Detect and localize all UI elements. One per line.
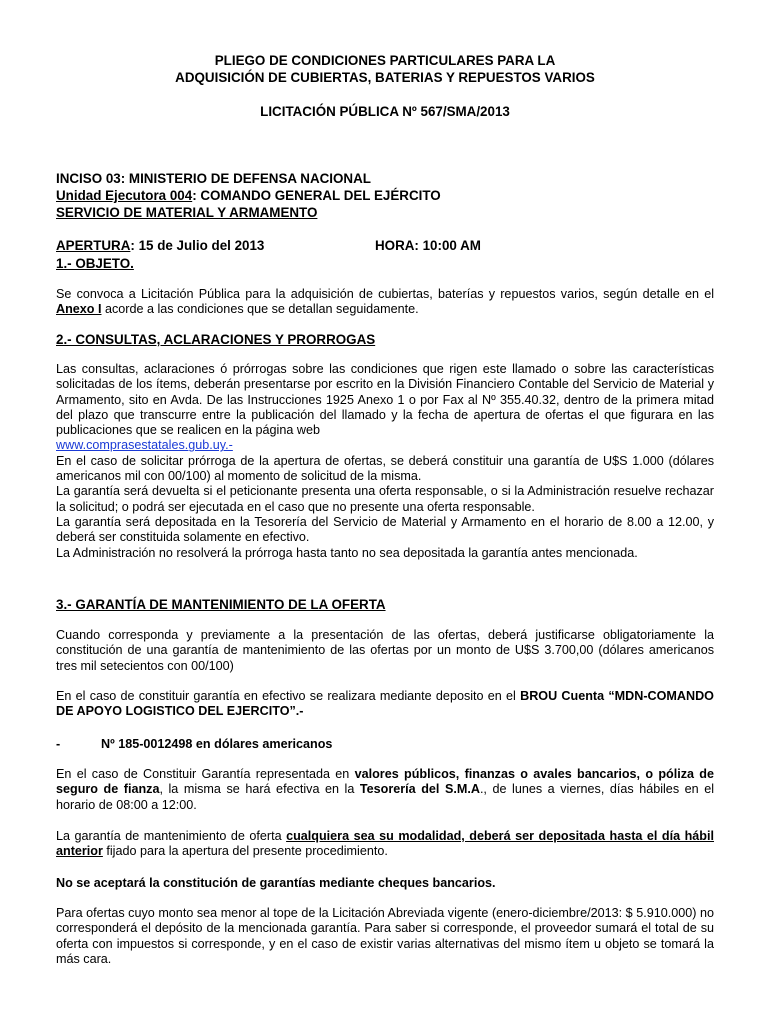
section-1-heading: 1.- OBJETO. [56, 256, 134, 271]
unidad-line [56, 187, 714, 204]
title-line-2: ADQUISICIÓN DE CUBIERTAS, BATERIAS Y REPUESTOS VARIOS [175, 70, 595, 85]
unidad-value: : COMANDO GENERAL DEL EJÉRCITO [192, 188, 441, 203]
account-number-item [56, 736, 714, 753]
servicio-line [56, 204, 714, 221]
bullet-dash: - [56, 737, 61, 751]
inciso-line: INCISO 03: MINISTERIO DE DEFENSA NACIONAL [56, 171, 371, 186]
section-3-paragraph-4: La garantía de mantenimiento de oferta cualquiera sea su modalidad, deberá ser depositada hasta el día hábil anterior fijado para la apertura del presente procedimiento. [56, 829, 715, 859]
compras-estatales-link[interactable]: www.comprasestatales.gub.uy.- [56, 438, 233, 453]
section-3-paragraph-6: Para ofertas cuyo monto sea menor al tope de la Licitación Abreviada vigente (enero-diciembre/2013: $ 5.910.000) no corresponderá el depósito de la mencionada garantía. Para saber si corresponde, el proveedor sumará el total de su oferta con impuestos si corresponde, y en el caso de existir varias alternativas del mismo ítem u objeto se tomará la más cara. [56, 906, 714, 966]
section-2-paragraph-4: La garantía será depositada en la Tesorería del Servicio de Material y Armamento en el horario de 8.00 a 12.00, y deberá ser constituida solamente en efectivo. [56, 514, 714, 545]
section-2-paragraph-1: Las consultas, aclaraciones ó prórrogas sobre las condiciones que rigen este llamado o sobre las características solicitadas de los ítems, deberán presentarse por escrito en la División Financiero Contable del Servicio de Material y Armamento, sito en Avda. De las Instrucciones 1925 Anexo 1 o por Fax al Nº 355.40.32, dentro de la primera mitad del plazo que transcurre entre la publicación del llamado y la fecha de apertura de ofertas el que figurara en las publicaciones que se realicen en la página web [56, 362, 714, 438]
section-3-paragraph-3: En el caso de Constituir Garantía representada en valores públicos, finanzas o avales bancarios, o póliza de seguro de fianza, la misma se hará efectiva en la Tesorería del S.M.A., de lunes a viernes, días hábiles en el horario de 08:00 a 12:00. [56, 767, 715, 812]
apertura-label: APERTURA [56, 238, 131, 253]
section-2-heading: 2.- CONSULTAS, ACLARACIONES Y PRORROGAS [56, 332, 376, 347]
account-number: Nº 185-0012498 en dólares americanos [101, 737, 333, 751]
section-3-paragraph-5: No se aceptará la constitución de garantías mediante cheques bancarios. [56, 876, 496, 890]
section-2-paragraph-2: En el caso de solicitar prórroga de la apertura de ofertas, se deberá constituir una garantía de U$S 1.000 (dólares americanos mil con 00/100) al momento de solicitud de la misma. [56, 453, 714, 484]
document-title [56, 52, 714, 86]
apertura-line [56, 237, 714, 254]
section-2-paragraph-3: La garantía será devuelta si el peticionante presenta una oferta responsable, o si la Administración resuelve rechazar la solicitud; o podrá ser ejecutada en el caso que no presente una oferta responsable. [56, 484, 714, 514]
section-3-heading: 3.- GARANTÍA DE MANTENIMIENTO DE LA OFERTA [56, 597, 386, 612]
section-2-body [56, 362, 714, 561]
brou-account: BROU Cuenta “MDN-COMANDO DE APOYO LOGISTICO DEL EJERCITO”.- [56, 689, 714, 719]
section-2-paragraph-5: La Administración no resolverá la prórroga hasta tanto no sea depositada la garantía antes mencionada. [56, 545, 638, 560]
hora-value: HORA: 10:00 AM [375, 238, 481, 253]
unidad-label: Unidad Ejecutora 004 [56, 188, 193, 203]
licitacion-number: LICITACIÓN PÚBLICA Nº 567/SMA/2013 [260, 104, 510, 119]
section-1-body: Se convoca a Licitación Pública para la adquisición de cubiertas, baterías y repuestos varios, según detalle en el Anexo I acorde a las condiciones que se detallan seguidamente. [56, 287, 714, 317]
section-3-paragraph-1: Cuando corresponda y previamente a la presentación de las ofertas, deberá justificarse obligatoriamente la constitución de una garantía de mantenimiento de las ofertas por un monto de U$S 3.700,00 (dólares americanos tres mil setecientos con 00/100) [56, 628, 714, 673]
section-3-paragraph-2: En el caso de constituir garantía en efectivo se realizara mediante deposito en el BROU Cuenta “MDN-COMANDO DE APOYO LOGISTICO DEL EJERCITO”.- [56, 689, 714, 719]
title-line-1: PLIEGO DE CONDICIONES PARTICULARES PARA LA [214, 53, 556, 68]
servicio-text: SERVICIO DE MATERIAL Y ARMAMENTO [56, 205, 318, 220]
apertura-date: : 15 de Julio del 2013 [130, 238, 265, 253]
anexo-reference: Anexo I [56, 302, 102, 317]
